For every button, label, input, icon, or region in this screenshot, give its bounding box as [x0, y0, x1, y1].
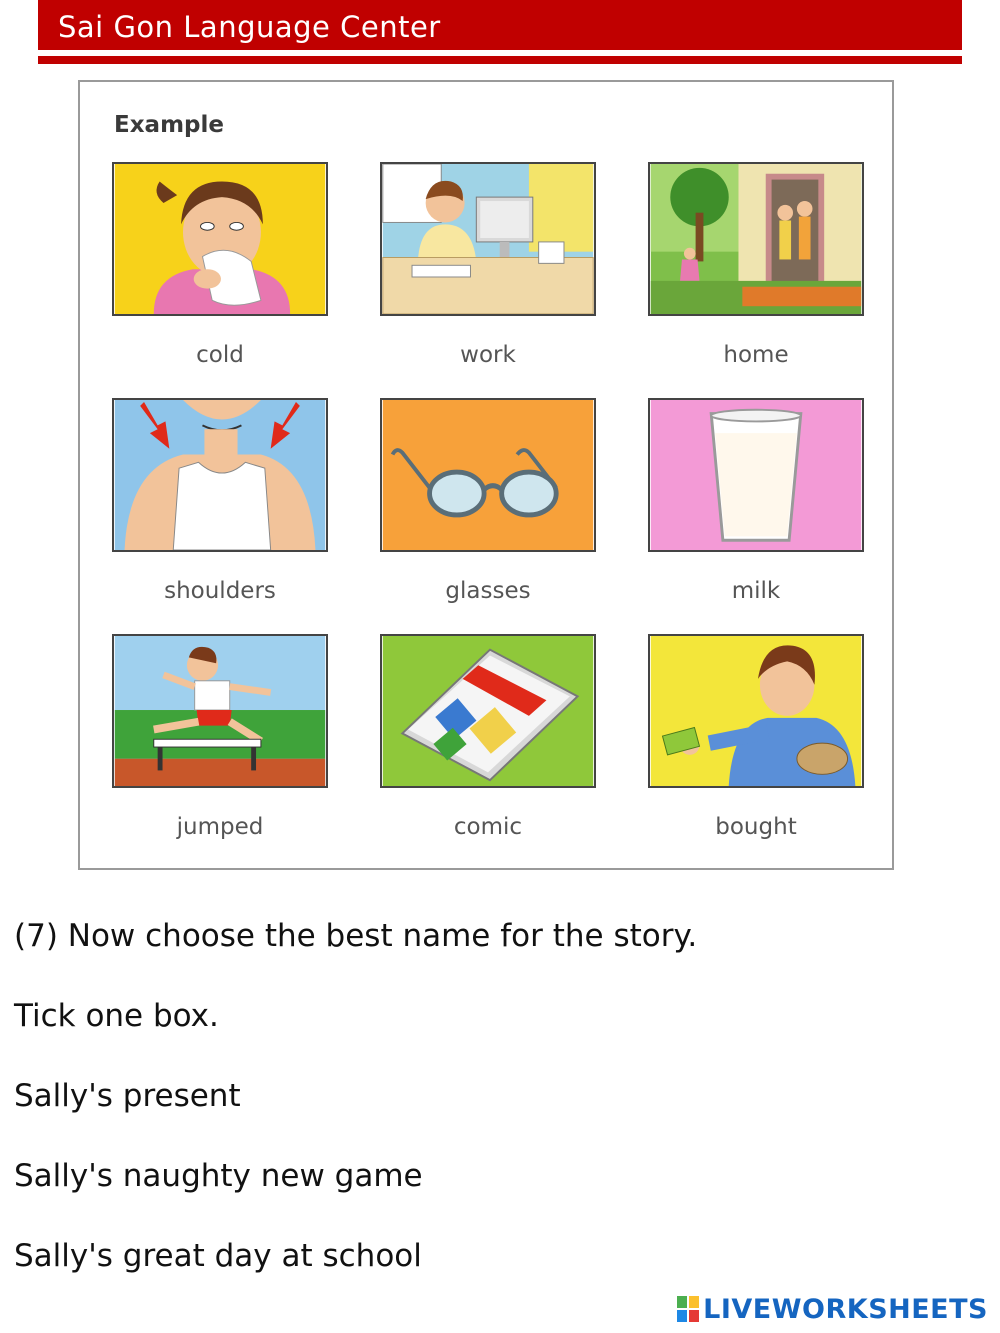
liveworksheets-mark-icon: [677, 1296, 699, 1322]
header-title: Sai Gon Language Center: [58, 10, 441, 44]
caption-jumped: jumped: [176, 814, 264, 840]
answer-option-3[interactable]: Sally's great day at school: [14, 1238, 422, 1274]
example-panel: [78, 80, 894, 870]
caption-shoulders: shoulders: [164, 578, 276, 604]
caption-cold: cold: [196, 342, 244, 368]
caption-milk: milk: [731, 578, 781, 604]
house-door-icon: [648, 162, 864, 316]
logo-text: LIVEWORKSHEETS: [703, 1293, 988, 1325]
caption-comic: comic: [453, 814, 523, 840]
answer-option-2[interactable]: Sally's naughty new game: [14, 1158, 423, 1194]
caption-work: work: [460, 342, 516, 368]
example-item-milk: [648, 398, 864, 604]
header-divider: [38, 56, 962, 64]
example-item-comic: [380, 634, 596, 840]
hurdle-jump-icon: [112, 634, 328, 788]
man-paying-icon: [648, 634, 864, 788]
example-label: Example: [114, 112, 224, 138]
man-at-desk-icon: [380, 162, 596, 316]
comic-book-icon: [380, 634, 596, 788]
sneezing-girl-icon: [112, 162, 328, 316]
caption-bought: bought: [715, 814, 797, 840]
example-item-glasses: [380, 398, 596, 604]
example-item-work: [380, 162, 596, 368]
caption-home: home: [723, 342, 789, 368]
liveworksheets-logo: [677, 1292, 988, 1326]
question-prompt: (7) Now choose the best name for the story.: [14, 918, 698, 954]
glasses-icon: [380, 398, 596, 552]
shoulders-icon: [112, 398, 328, 552]
example-item-shoulders: [112, 398, 328, 604]
example-item-jumped: [112, 634, 328, 840]
example-item-home: [648, 162, 864, 368]
caption-glasses: glasses: [445, 578, 531, 604]
milk-glass-icon: [648, 398, 864, 552]
example-item-bought: [648, 634, 864, 840]
header-banner: [38, 0, 962, 50]
example-item-cold: [112, 162, 328, 368]
answer-option-1[interactable]: Sally's present: [14, 1078, 241, 1114]
question-instruction: Tick one box.: [14, 998, 219, 1034]
